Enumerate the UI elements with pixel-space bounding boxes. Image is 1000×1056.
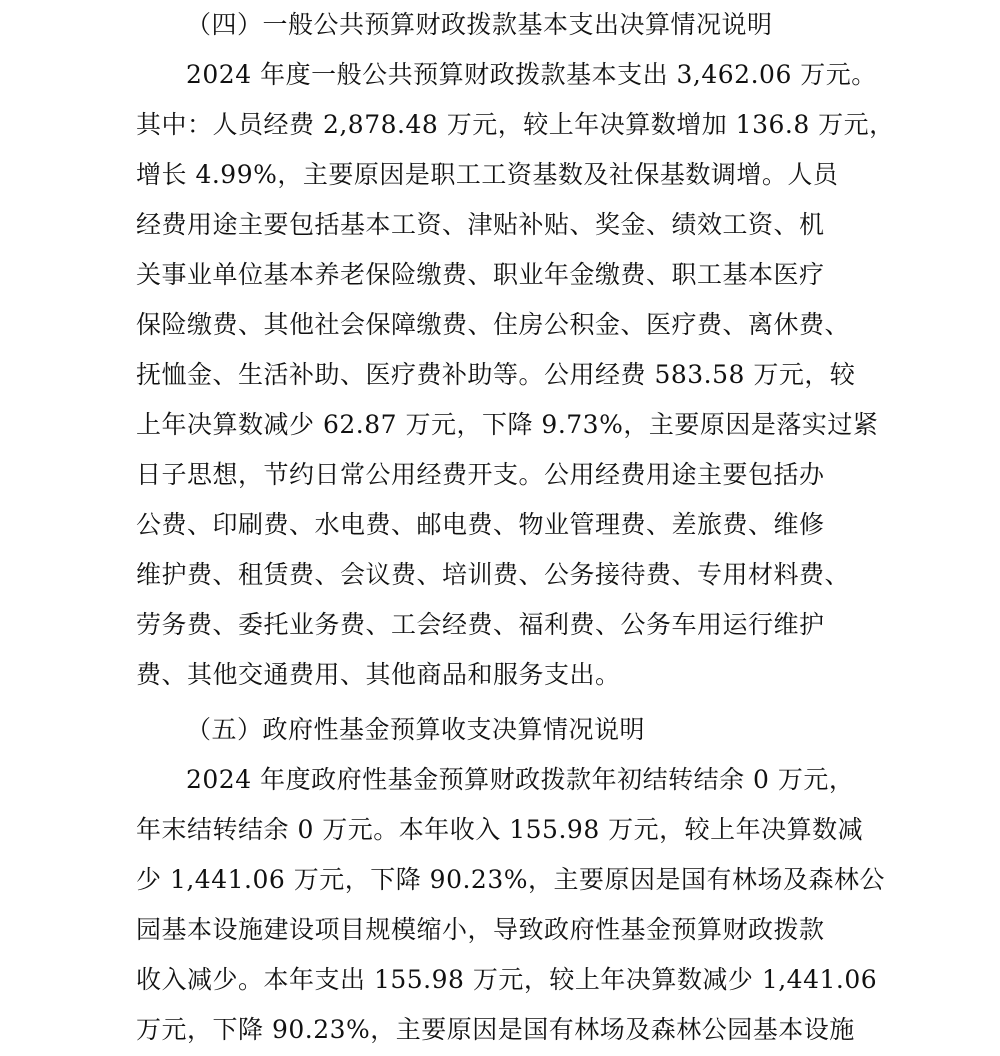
section-5-heading: （五）政府性基金预算收支决算情况说明: [186, 715, 646, 744]
paragraph-line: 维护费、租赁费、会议费、培训费、公务接待费、专用材料费、: [136, 560, 851, 589]
paragraph-line: 2024 年度一般公共预算财政拨款基本支出 3,462.06 万元。: [186, 60, 877, 89]
paragraph-line: 收入减少。本年支出 155.98 万元，较上年决算数减少 1,441.06: [136, 965, 878, 994]
paragraph-line: 公费、印刷费、水电费、邮电费、物业管理费、差旅费、维修: [136, 510, 825, 539]
paragraph-line: 其中：人员经费 2,878.48 万元，较上年决算数增加 136.8 万元，: [136, 110, 895, 139]
paragraph-line: 保险缴费、其他社会保障缴费、住房公积金、医疗费、离休费、: [136, 310, 851, 339]
paragraph-line: 上年决算数减少 62.87 万元，下降 9.73%，主要原因是落实过紧: [136, 410, 879, 439]
paragraph-line: 万元，下降 90.23%，主要原因是国有林场及森林公园基本设施: [136, 1015, 855, 1044]
paragraph-line: 关事业单位基本养老保险缴费、职业年金缴费、职工基本医疗: [136, 260, 825, 289]
section-4-heading: （四）一般公共预算财政拨款基本支出决算情况说明: [186, 10, 773, 39]
paragraph-line: 费、其他交通费用、其他商品和服务支出。: [136, 660, 621, 689]
paragraph-line: 少 1,441.06 万元，下降 90.23%，主要原因是国有林场及森林公: [136, 865, 885, 894]
paragraph-line: 园基本设施建设项目规模缩小，导致政府性基金预算财政拨款: [136, 915, 825, 944]
paragraph-line: 2024 年度政府性基金预算财政拨款年初结转结余 0 万元，: [186, 765, 855, 794]
paragraph-line: 日子思想，节约日常公用经费开支。公用经费用途主要包括办: [136, 460, 825, 489]
paragraph-line: 经费用途主要包括基本工资、津贴补贴、奖金、绩效工资、机: [136, 210, 825, 239]
paragraph-line: 抚恤金、生活补助、医疗费补助等。公用经费 583.58 万元，较: [136, 360, 856, 389]
paragraph-line: 劳务费、委托业务费、工会经费、福利费、公务车用运行维护: [136, 610, 825, 639]
paragraph-line: 年末结转结余 0 万元。本年收入 155.98 万元，较上年决算数减: [136, 815, 864, 844]
paragraph-line: 增长 4.99%，主要原因是职工工资基数及社保基数调增。人员: [136, 160, 839, 189]
